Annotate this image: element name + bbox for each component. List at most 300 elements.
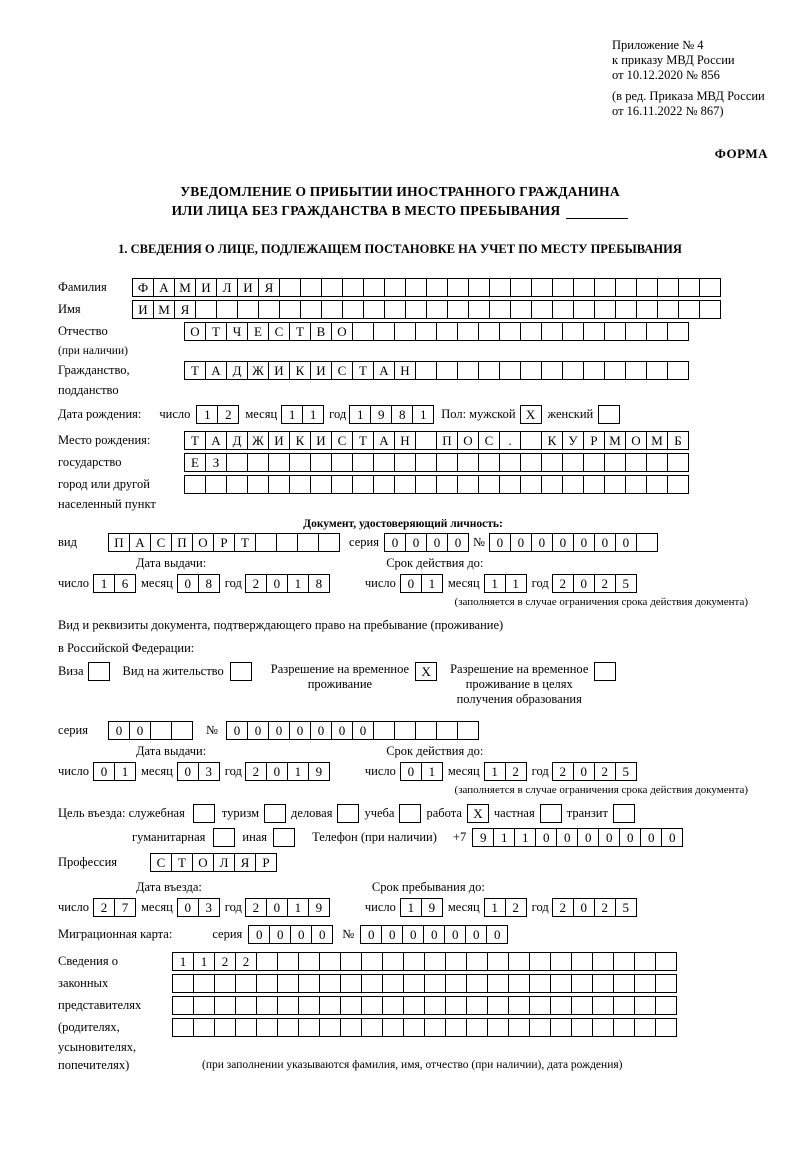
char-cell[interactable]: С (331, 431, 353, 450)
char-cell[interactable] (634, 1018, 656, 1037)
char-cell[interactable] (214, 974, 236, 993)
visa-checkbox[interactable] (88, 662, 109, 681)
char-cell[interactable] (88, 662, 110, 681)
char-cell[interactable] (415, 475, 437, 494)
char-cell[interactable]: 5 (615, 898, 637, 917)
char-cell[interactable] (331, 475, 353, 494)
migration-number-input[interactable] (360, 925, 507, 944)
legal-rep-input-row1[interactable] (172, 952, 676, 971)
char-cell[interactable]: 0 (129, 721, 151, 740)
char-cell[interactable]: К (541, 431, 563, 450)
permit-issue-year-input[interactable] (245, 762, 329, 781)
char-cell[interactable] (592, 974, 614, 993)
char-cell[interactable] (583, 322, 605, 341)
purpose-business-checkbox[interactable] (337, 804, 358, 823)
char-cell[interactable] (625, 322, 647, 341)
char-cell[interactable] (510, 300, 532, 319)
birthplace-input-row2[interactable] (184, 453, 688, 472)
char-cell[interactable]: Д (226, 431, 248, 450)
char-cell[interactable]: 0 (447, 533, 469, 552)
char-cell[interactable] (424, 996, 446, 1015)
char-cell[interactable] (667, 453, 689, 472)
char-cell[interactable] (399, 804, 421, 823)
char-cell[interactable] (478, 322, 500, 341)
char-cell[interactable] (625, 361, 647, 380)
char-cell[interactable] (247, 475, 269, 494)
char-cell[interactable]: 0 (226, 721, 248, 740)
char-cell[interactable]: С (268, 322, 290, 341)
char-cell[interactable]: А (373, 361, 395, 380)
char-cell[interactable] (445, 1018, 467, 1037)
char-cell[interactable]: 9 (308, 898, 330, 917)
char-cell[interactable]: 1 (484, 574, 506, 593)
char-cell[interactable]: 0 (400, 762, 422, 781)
char-cell[interactable] (403, 996, 425, 1015)
doc-valid-day-input[interactable] (400, 574, 442, 593)
char-cell[interactable] (373, 475, 395, 494)
char-cell[interactable] (466, 1018, 488, 1037)
char-cell[interactable] (363, 300, 385, 319)
char-cell[interactable]: П (108, 533, 130, 552)
char-cell[interactable] (508, 1018, 530, 1037)
char-cell[interactable]: Т (352, 361, 374, 380)
char-cell[interactable]: Е (247, 322, 269, 341)
char-cell[interactable] (667, 322, 689, 341)
char-cell[interactable] (655, 996, 677, 1015)
char-cell[interactable]: 0 (552, 533, 574, 552)
char-cell[interactable] (445, 952, 467, 971)
char-cell[interactable]: 1 (412, 405, 434, 424)
birth-day-input[interactable] (196, 405, 238, 424)
char-cell[interactable] (319, 974, 341, 993)
char-cell[interactable] (352, 322, 374, 341)
char-cell[interactable] (235, 1018, 257, 1037)
char-cell[interactable]: 0 (573, 574, 595, 593)
char-cell[interactable] (604, 361, 626, 380)
char-cell[interactable]: Т (184, 361, 206, 380)
legal-rep-input-row2[interactable] (172, 974, 676, 993)
doc-issue-month-input[interactable] (177, 574, 219, 593)
char-cell[interactable] (276, 533, 298, 552)
char-cell[interactable]: П (436, 431, 458, 450)
char-cell[interactable] (352, 453, 374, 472)
name-input[interactable] (132, 300, 720, 319)
char-cell[interactable] (256, 952, 278, 971)
char-cell[interactable]: О (192, 533, 214, 552)
char-cell[interactable]: 1 (484, 762, 506, 781)
permit-valid-month-input[interactable] (484, 762, 526, 781)
char-cell[interactable] (436, 475, 458, 494)
char-cell[interactable]: О (184, 322, 206, 341)
char-cell[interactable] (318, 533, 340, 552)
char-cell[interactable]: 0 (266, 898, 288, 917)
char-cell[interactable] (613, 996, 635, 1015)
permit-issue-month-input[interactable] (177, 762, 219, 781)
char-cell[interactable] (382, 974, 404, 993)
char-cell[interactable]: 0 (248, 925, 270, 944)
char-cell[interactable] (300, 278, 322, 297)
char-cell[interactable]: С (150, 533, 172, 552)
char-cell[interactable]: 0 (402, 925, 424, 944)
purpose-work-checkbox[interactable] (467, 804, 488, 823)
char-cell[interactable] (466, 952, 488, 971)
char-cell[interactable] (550, 996, 572, 1015)
char-cell[interactable] (510, 278, 532, 297)
char-cell[interactable] (361, 974, 383, 993)
profession-input[interactable] (150, 853, 276, 872)
char-cell[interactable] (499, 322, 521, 341)
char-cell[interactable]: И (195, 278, 217, 297)
char-cell[interactable] (583, 361, 605, 380)
char-cell[interactable] (520, 431, 542, 450)
char-cell[interactable] (424, 974, 446, 993)
char-cell[interactable] (352, 475, 374, 494)
char-cell[interactable]: О (192, 853, 214, 872)
char-cell[interactable]: 0 (573, 533, 595, 552)
char-cell[interactable]: И (310, 431, 332, 450)
char-cell[interactable] (541, 322, 563, 341)
stay-day-input[interactable] (400, 898, 442, 917)
char-cell[interactable] (604, 475, 626, 494)
char-cell[interactable]: Н (394, 361, 416, 380)
char-cell[interactable]: Ф (132, 278, 154, 297)
char-cell[interactable] (205, 475, 227, 494)
char-cell[interactable]: 0 (573, 762, 595, 781)
char-cell[interactable] (592, 952, 614, 971)
char-cell[interactable]: Ч (226, 322, 248, 341)
char-cell[interactable] (489, 278, 511, 297)
char-cell[interactable] (235, 996, 257, 1015)
char-cell[interactable] (699, 300, 721, 319)
char-cell[interactable] (415, 361, 437, 380)
char-cell[interactable] (172, 974, 194, 993)
char-cell[interactable] (678, 300, 700, 319)
stay-year-input[interactable] (552, 898, 636, 917)
char-cell[interactable] (394, 721, 416, 740)
char-cell[interactable] (592, 996, 614, 1015)
char-cell[interactable]: А (373, 431, 395, 450)
char-cell[interactable] (235, 974, 257, 993)
char-cell[interactable] (193, 996, 215, 1015)
char-cell[interactable]: 3 (198, 762, 220, 781)
char-cell[interactable] (520, 322, 542, 341)
char-cell[interactable] (297, 533, 319, 552)
char-cell[interactable]: 1 (287, 898, 309, 917)
char-cell[interactable] (310, 475, 332, 494)
char-cell[interactable]: 2 (552, 574, 574, 593)
birthplace-input-row1[interactable] (184, 431, 688, 450)
char-cell[interactable]: 0 (269, 925, 291, 944)
char-cell[interactable] (298, 996, 320, 1015)
char-cell[interactable]: Т (234, 533, 256, 552)
char-cell[interactable] (340, 996, 362, 1015)
purpose-humanitarian-checkbox[interactable] (213, 828, 234, 847)
purpose-official-checkbox[interactable] (193, 804, 214, 823)
doc-valid-year-input[interactable] (552, 574, 636, 593)
char-cell[interactable]: Е (184, 453, 206, 472)
char-cell[interactable]: 0 (177, 762, 199, 781)
char-cell[interactable]: А (153, 278, 175, 297)
char-cell[interactable] (540, 804, 562, 823)
char-cell[interactable]: Т (289, 322, 311, 341)
purpose-tourism-checkbox[interactable] (264, 804, 285, 823)
char-cell[interactable] (613, 804, 635, 823)
char-cell[interactable]: И (310, 361, 332, 380)
char-cell[interactable]: 8 (391, 405, 413, 424)
char-cell[interactable] (300, 300, 322, 319)
char-cell[interactable] (594, 300, 616, 319)
char-cell[interactable]: 2 (245, 898, 267, 917)
char-cell[interactable] (279, 300, 301, 319)
char-cell[interactable]: 7 (114, 898, 136, 917)
char-cell[interactable] (541, 453, 563, 472)
char-cell[interactable] (436, 322, 458, 341)
char-cell[interactable]: 0 (619, 828, 641, 847)
char-cell[interactable]: 0 (489, 533, 511, 552)
char-cell[interactable]: 1 (196, 405, 218, 424)
char-cell[interactable]: 0 (266, 762, 288, 781)
char-cell[interactable]: 1 (349, 405, 371, 424)
char-cell[interactable] (415, 322, 437, 341)
char-cell[interactable] (646, 453, 668, 472)
char-cell[interactable] (466, 996, 488, 1015)
char-cell[interactable] (193, 1018, 215, 1037)
char-cell[interactable]: 0 (290, 925, 312, 944)
birth-month-input[interactable] (281, 405, 323, 424)
char-cell[interactable] (319, 996, 341, 1015)
char-cell[interactable] (667, 475, 689, 494)
char-cell[interactable]: 2 (594, 762, 616, 781)
char-cell[interactable]: 0 (598, 828, 620, 847)
patronymic-input[interactable] (184, 322, 688, 341)
char-cell[interactable]: 0 (177, 574, 199, 593)
char-cell[interactable]: 2 (217, 405, 239, 424)
char-cell[interactable]: У (562, 431, 584, 450)
char-cell[interactable] (273, 828, 295, 847)
char-cell[interactable] (592, 1018, 614, 1037)
char-cell[interactable]: 0 (93, 762, 115, 781)
char-cell[interactable] (529, 952, 551, 971)
char-cell[interactable]: 1 (287, 574, 309, 593)
char-cell[interactable] (562, 322, 584, 341)
char-cell[interactable] (667, 361, 689, 380)
char-cell[interactable]: 1 (421, 762, 443, 781)
doc-issue-year-input[interactable] (245, 574, 329, 593)
char-cell[interactable] (552, 278, 574, 297)
char-cell[interactable] (636, 278, 658, 297)
char-cell[interactable] (529, 974, 551, 993)
migration-series-input[interactable] (248, 925, 332, 944)
char-cell[interactable]: 2 (214, 952, 236, 971)
temp-residence-checkbox[interactable] (415, 662, 436, 681)
char-cell[interactable] (310, 453, 332, 472)
char-cell[interactable] (634, 974, 656, 993)
char-cell[interactable]: 0 (426, 533, 448, 552)
char-cell[interactable] (436, 453, 458, 472)
char-cell[interactable] (403, 974, 425, 993)
char-cell[interactable] (478, 361, 500, 380)
char-cell[interactable] (213, 828, 235, 847)
char-cell[interactable] (394, 453, 416, 472)
char-cell[interactable] (613, 1018, 635, 1037)
doc-type-input[interactable] (108, 533, 339, 552)
char-cell[interactable] (298, 952, 320, 971)
char-cell[interactable]: 9 (370, 405, 392, 424)
char-cell[interactable] (195, 300, 217, 319)
char-cell[interactable] (321, 278, 343, 297)
char-cell[interactable] (214, 1018, 236, 1037)
char-cell[interactable]: 0 (352, 721, 374, 740)
doc-number-input[interactable] (489, 533, 657, 552)
char-cell[interactable]: М (604, 431, 626, 450)
char-cell[interactable] (520, 453, 542, 472)
char-cell[interactable]: 1 (302, 405, 324, 424)
char-cell[interactable] (487, 974, 509, 993)
char-cell[interactable]: А (129, 533, 151, 552)
char-cell[interactable]: 2 (594, 574, 616, 593)
edu-residence-checkbox[interactable] (594, 662, 615, 681)
char-cell[interactable] (298, 974, 320, 993)
char-cell[interactable]: Т (184, 431, 206, 450)
char-cell[interactable] (655, 1018, 677, 1037)
char-cell[interactable] (394, 475, 416, 494)
char-cell[interactable]: Х (520, 405, 542, 424)
char-cell[interactable]: 2 (552, 898, 574, 917)
char-cell[interactable] (340, 952, 362, 971)
entry-day-input[interactable] (93, 898, 135, 917)
char-cell[interactable]: Т (205, 322, 227, 341)
char-cell[interactable] (226, 453, 248, 472)
char-cell[interactable]: Я (258, 278, 280, 297)
char-cell[interactable] (277, 974, 299, 993)
char-cell[interactable]: 6 (114, 574, 136, 593)
char-cell[interactable]: Л (213, 853, 235, 872)
char-cell[interactable] (193, 804, 215, 823)
char-cell[interactable]: 8 (198, 574, 220, 593)
char-cell[interactable] (277, 1018, 299, 1037)
char-cell[interactable] (319, 1018, 341, 1037)
doc-valid-month-input[interactable] (484, 574, 526, 593)
char-cell[interactable] (489, 300, 511, 319)
char-cell[interactable] (613, 974, 635, 993)
char-cell[interactable] (426, 278, 448, 297)
char-cell[interactable]: Х (467, 804, 489, 823)
char-cell[interactable]: 0 (556, 828, 578, 847)
char-cell[interactable] (615, 300, 637, 319)
char-cell[interactable] (172, 996, 194, 1015)
char-cell[interactable] (426, 300, 448, 319)
char-cell[interactable] (468, 278, 490, 297)
char-cell[interactable] (403, 952, 425, 971)
char-cell[interactable]: 8 (308, 574, 330, 593)
char-cell[interactable]: 0 (535, 828, 557, 847)
char-cell[interactable]: В (310, 322, 332, 341)
char-cell[interactable]: 9 (308, 762, 330, 781)
char-cell[interactable]: 1 (193, 952, 215, 971)
char-cell[interactable] (529, 996, 551, 1015)
char-cell[interactable] (571, 1018, 593, 1037)
char-cell[interactable] (657, 300, 679, 319)
char-cell[interactable]: 1 (287, 762, 309, 781)
char-cell[interactable]: 1 (93, 574, 115, 593)
char-cell[interactable]: 5 (615, 762, 637, 781)
char-cell[interactable] (298, 1018, 320, 1037)
char-cell[interactable]: 0 (465, 925, 487, 944)
char-cell[interactable]: 9 (421, 898, 443, 917)
char-cell[interactable] (403, 1018, 425, 1037)
char-cell[interactable] (541, 361, 563, 380)
char-cell[interactable]: О (331, 322, 353, 341)
char-cell[interactable] (256, 1018, 278, 1037)
char-cell[interactable] (499, 453, 521, 472)
char-cell[interactable] (247, 453, 269, 472)
char-cell[interactable] (531, 300, 553, 319)
char-cell[interactable] (436, 361, 458, 380)
residence-permit-checkbox[interactable] (230, 662, 251, 681)
char-cell[interactable]: 2 (505, 762, 527, 781)
char-cell[interactable]: 0 (405, 533, 427, 552)
char-cell[interactable] (646, 322, 668, 341)
char-cell[interactable] (342, 300, 364, 319)
char-cell[interactable]: 9 (472, 828, 494, 847)
char-cell[interactable]: 0 (594, 533, 616, 552)
char-cell[interactable] (573, 278, 595, 297)
char-cell[interactable] (625, 453, 647, 472)
char-cell[interactable] (583, 453, 605, 472)
char-cell[interactable] (384, 278, 406, 297)
char-cell[interactable] (361, 996, 383, 1015)
char-cell[interactable]: 1 (114, 762, 136, 781)
char-cell[interactable] (237, 300, 259, 319)
char-cell[interactable]: 0 (177, 898, 199, 917)
char-cell[interactable]: 0 (510, 533, 532, 552)
char-cell[interactable] (550, 974, 572, 993)
permit-issue-day-input[interactable] (93, 762, 135, 781)
char-cell[interactable]: М (646, 431, 668, 450)
birth-year-input[interactable] (349, 405, 433, 424)
char-cell[interactable]: 5 (615, 574, 637, 593)
char-cell[interactable] (319, 952, 341, 971)
char-cell[interactable]: 0 (360, 925, 382, 944)
char-cell[interactable] (405, 300, 427, 319)
char-cell[interactable] (216, 300, 238, 319)
birthplace-input-row3[interactable] (184, 475, 688, 494)
char-cell[interactable] (604, 322, 626, 341)
char-cell[interactable]: 2 (552, 762, 574, 781)
char-cell[interactable] (594, 662, 616, 681)
char-cell[interactable] (541, 475, 563, 494)
surname-input[interactable] (132, 278, 720, 297)
char-cell[interactable] (150, 721, 172, 740)
char-cell[interactable] (277, 996, 299, 1015)
char-cell[interactable] (636, 300, 658, 319)
char-cell[interactable]: Я (234, 853, 256, 872)
char-cell[interactable]: З (205, 453, 227, 472)
char-cell[interactable] (613, 952, 635, 971)
char-cell[interactable]: 0 (266, 574, 288, 593)
char-cell[interactable]: О (457, 431, 479, 450)
char-cell[interactable] (340, 974, 362, 993)
char-cell[interactable] (646, 361, 668, 380)
legal-rep-input-row4[interactable] (172, 1018, 676, 1037)
char-cell[interactable] (184, 475, 206, 494)
char-cell[interactable]: А (205, 361, 227, 380)
char-cell[interactable]: 2 (245, 574, 267, 593)
char-cell[interactable] (457, 475, 479, 494)
char-cell[interactable] (615, 278, 637, 297)
sex-female-checkbox[interactable] (598, 405, 619, 424)
char-cell[interactable]: Я (174, 300, 196, 319)
